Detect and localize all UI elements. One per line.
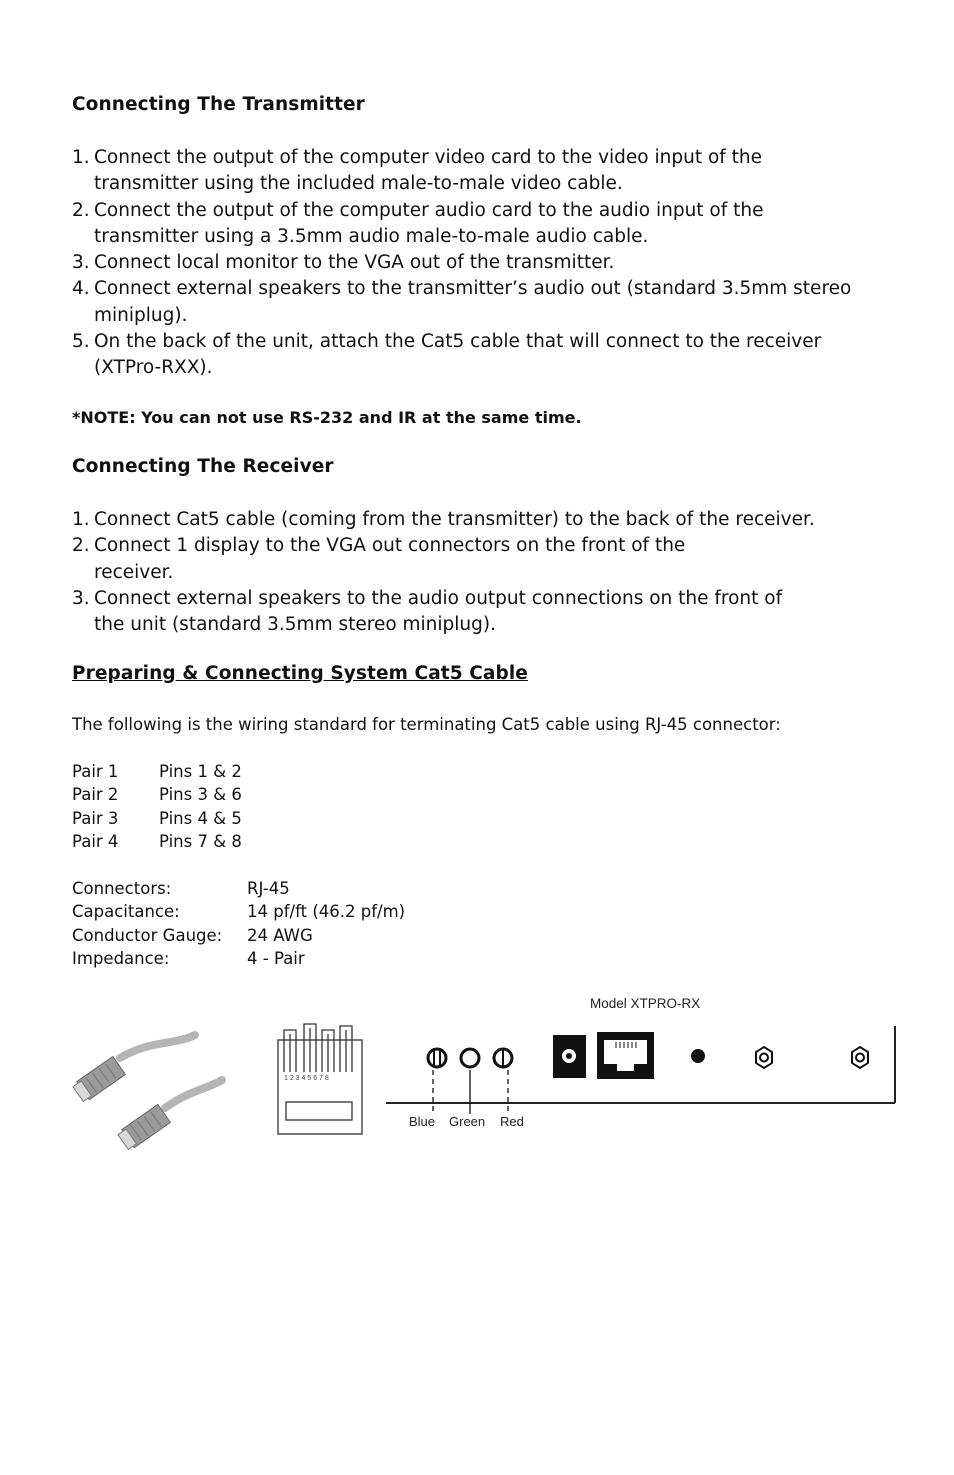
list-item: 2. Connect the output of the computer audio card to the audio input of the transmitter using a 3.5mm audio male-to-male audio cable. <box>72 199 764 247</box>
jack-label-red: Red <box>500 1114 524 1129</box>
receiver-steps <box>72 507 892 638</box>
receiver-panel-diagram <box>386 996 895 1129</box>
table-row: Conductor Gauge: 24 AWG <box>72 925 313 945</box>
note-text: *NOTE: You can not use RS-232 and IR at the same time. <box>72 408 582 427</box>
jack-label-green: Green <box>449 1114 486 1129</box>
cat5-heading: Preparing & Connecting System Cat5 Cable <box>72 663 528 684</box>
specs-table <box>72 877 472 971</box>
pairs-table <box>72 760 372 854</box>
table-row: Pair 2 Pins 3 & 6 <box>72 785 242 805</box>
hex-connector-icon <box>756 1047 772 1068</box>
list-item: 4. Connect external speakers to the transmitter’s audio out (standard 3.5mm stereo miniplug). <box>72 278 852 326</box>
rca-blue-icon <box>428 1049 446 1067</box>
table-row: Pair 4 Pins 7 & 8 <box>72 832 242 852</box>
list-item: 3. Connect local monitor to the VGA out of the transmitter. <box>72 252 615 274</box>
power-jack-icon <box>553 1035 586 1078</box>
table-row: Capacitance: 14 pf/ft (46.2 pf/m) <box>72 902 406 922</box>
table-row: Pair 1 Pins 1 & 2 <box>72 762 242 781</box>
rca-red-icon <box>494 1049 512 1067</box>
list-item: 1. Connect the output of the computer video card to the video input of the transmitter using the included male-to-male video cable. <box>72 147 763 195</box>
jack-label-blue: Blue <box>409 1114 436 1129</box>
rca-green-icon <box>461 1049 479 1067</box>
transmitter-heading: Connecting The Transmitter <box>72 94 365 115</box>
table-row: Connectors: RJ-45 <box>72 879 290 898</box>
hex-connector-icon <box>852 1047 868 1068</box>
list-item: 2. Connect 1 display to the VGA out connectors on the front of the receiver. <box>72 535 686 583</box>
pin-numbers: 1 2 3 4 5 6 7 8 <box>284 1075 329 1082</box>
led-icon <box>691 1049 705 1063</box>
cat5-intro: The following is the wiring standard for terminating Cat5 cable using RJ-45 connector: <box>72 715 781 734</box>
receiver-heading: Connecting The Receiver <box>72 456 334 477</box>
cat5-cable-image <box>72 1035 222 1151</box>
model-label: Model XTPRO-RX <box>590 996 701 1011</box>
table-row: Pair 3 Pins 4 & 5 <box>72 808 242 828</box>
connector-figure <box>0 990 954 1160</box>
rj45-port-icon <box>597 1032 654 1079</box>
transmitter-steps <box>72 145 892 382</box>
table-row: Impedance: 4 - Pair <box>72 949 305 969</box>
list-item: 1. Connect Cat5 cable (coming from the transmitter) to the back of the receiver. <box>72 509 815 530</box>
list-item: 5. On the back of the unit, attach the Cat5 cable that will connect to the receiver (XTPro-RXX). <box>72 331 822 379</box>
list-item: 3. Connect external speakers to the audio output connections on the front of the unit (standard 3.5mm stereo miniplug). <box>72 587 783 636</box>
